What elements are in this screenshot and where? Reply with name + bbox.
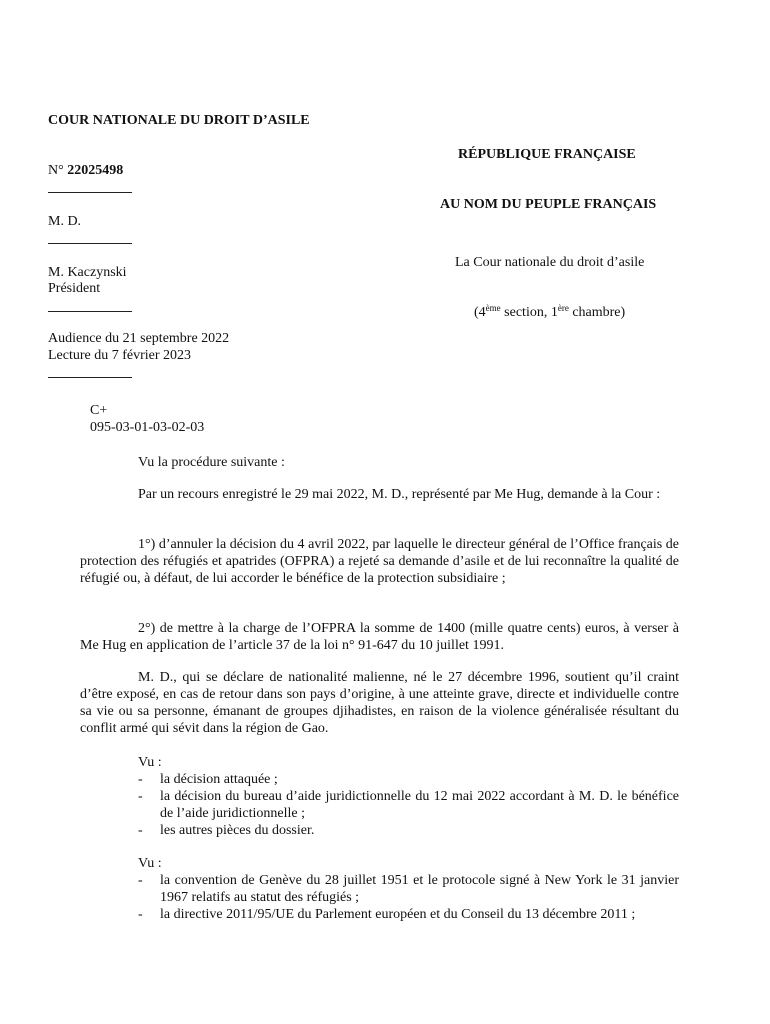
- vu-procedure: Vu la procédure suivante :: [138, 455, 285, 470]
- list-dash: -: [138, 907, 143, 922]
- list-item: [138, 822, 679, 839]
- paragraph-recours: [80, 486, 679, 503]
- list-item-text: la décision attaquée ;: [160, 772, 278, 787]
- party-name: M. D.: [48, 214, 82, 229]
- chamber-line: [474, 304, 625, 321]
- list-dash: -: [138, 873, 143, 888]
- case-number: 22025498: [67, 163, 124, 178]
- paragraph-md-text: M. D., qui se déclare de nationalité malienne, né le 27 décembre 1996, soutient qu’il craint d’être exposé, en cas de retour dans son pays d’origine, à une atteinte grave, directe et individuelle contre sa vie ou sa personne, émanant de groupes djihadistes, en raison de la violence généralisée résultant du conflit armé qui sévit dans la région de Gao.: [80, 670, 679, 736]
- paragraph-md: [80, 669, 679, 737]
- vu-list-documents: [138, 771, 679, 839]
- list-dash: -: [138, 823, 143, 838]
- list-item-text: la directive 2011/95/UE du Parlement européen et du Conseil du 13 décembre 2011 ;: [160, 907, 636, 922]
- list-item-text: la convention de Genève du 28 juillet 1951 et le protocole signé à New York le 31 janvier 1967 relatifs au statut des réfugiés ;: [160, 873, 679, 905]
- paragraph-1: [80, 536, 679, 587]
- chamber-mid: section, 1: [500, 305, 558, 320]
- chamber-open: (4: [474, 305, 486, 320]
- hearing-date: Audience du 21 septembre 2022: [48, 331, 230, 346]
- case-number-line: [48, 162, 123, 179]
- au-nom-heading: AU NOM DU PEUPLE FRANÇAIS: [440, 197, 657, 212]
- republic-heading: RÉPUBLIQUE FRANÇAISE: [458, 147, 636, 162]
- judge-title: Président: [48, 281, 101, 296]
- chamber-sup-section: ème: [485, 303, 501, 313]
- court-heading: COUR NATIONALE DU DROIT D’ASILE: [48, 113, 310, 128]
- separator-rule: [48, 377, 132, 378]
- list-item: [138, 771, 679, 788]
- vu-heading: Vu :: [138, 755, 162, 770]
- paragraph-1-text: 1°) d’annuler la décision du 4 avril 2022, par laquelle le directeur général de l’Office français de protection des réfugiés et apatrides (OFPRA) a rejeté sa demande d’asile et de lui reconnaître la qualité de réfugié ou, à défaut, de lui accorder le bénéfice de la protection subsidiaire ;: [80, 537, 679, 586]
- paragraph-2-text: 2°) de mettre à la charge de l’OFPRA la somme de 1400 (mille quatre cents) euros, à verser à Me Hug en application de l’article 37 de la loi n° 91-647 du 10 juillet 1991.: [80, 621, 679, 653]
- classification-code: C+: [90, 403, 108, 418]
- list-item: [138, 788, 679, 822]
- judge-name: M. Kaczynski: [48, 265, 127, 280]
- reading-date: Lecture du 7 février 2023: [48, 348, 192, 363]
- list-dash: -: [138, 789, 143, 804]
- vu-heading: Vu :: [138, 856, 162, 871]
- list-item: [138, 906, 679, 923]
- classification-index: 095-03-01-03-02-03: [90, 420, 205, 435]
- court-name: La Cour nationale du droit d’asile: [455, 255, 645, 270]
- list-item-text: les autres pièces du dossier.: [160, 823, 315, 838]
- chamber-close: chambre): [568, 305, 626, 320]
- chamber-sup-room: ère: [557, 303, 569, 313]
- paragraph-recours-text: Par un recours enregistré le 29 mai 2022, M. D., représenté par Me Hug, demande à la Cour :: [138, 487, 661, 502]
- case-prefix: N°: [48, 163, 64, 178]
- vu-list-texts: [138, 872, 679, 923]
- paragraph-2: [80, 620, 679, 654]
- separator-rule: [48, 243, 132, 244]
- list-item-text: la décision du bureau d’aide juridictionnelle du 12 mai 2022 accordant à M. D. le bénéfice de l’aide juridictionnelle ;: [160, 789, 679, 821]
- list-item: [138, 872, 679, 906]
- separator-rule: [48, 311, 132, 312]
- separator-rule: [48, 192, 132, 193]
- list-dash: -: [138, 772, 143, 787]
